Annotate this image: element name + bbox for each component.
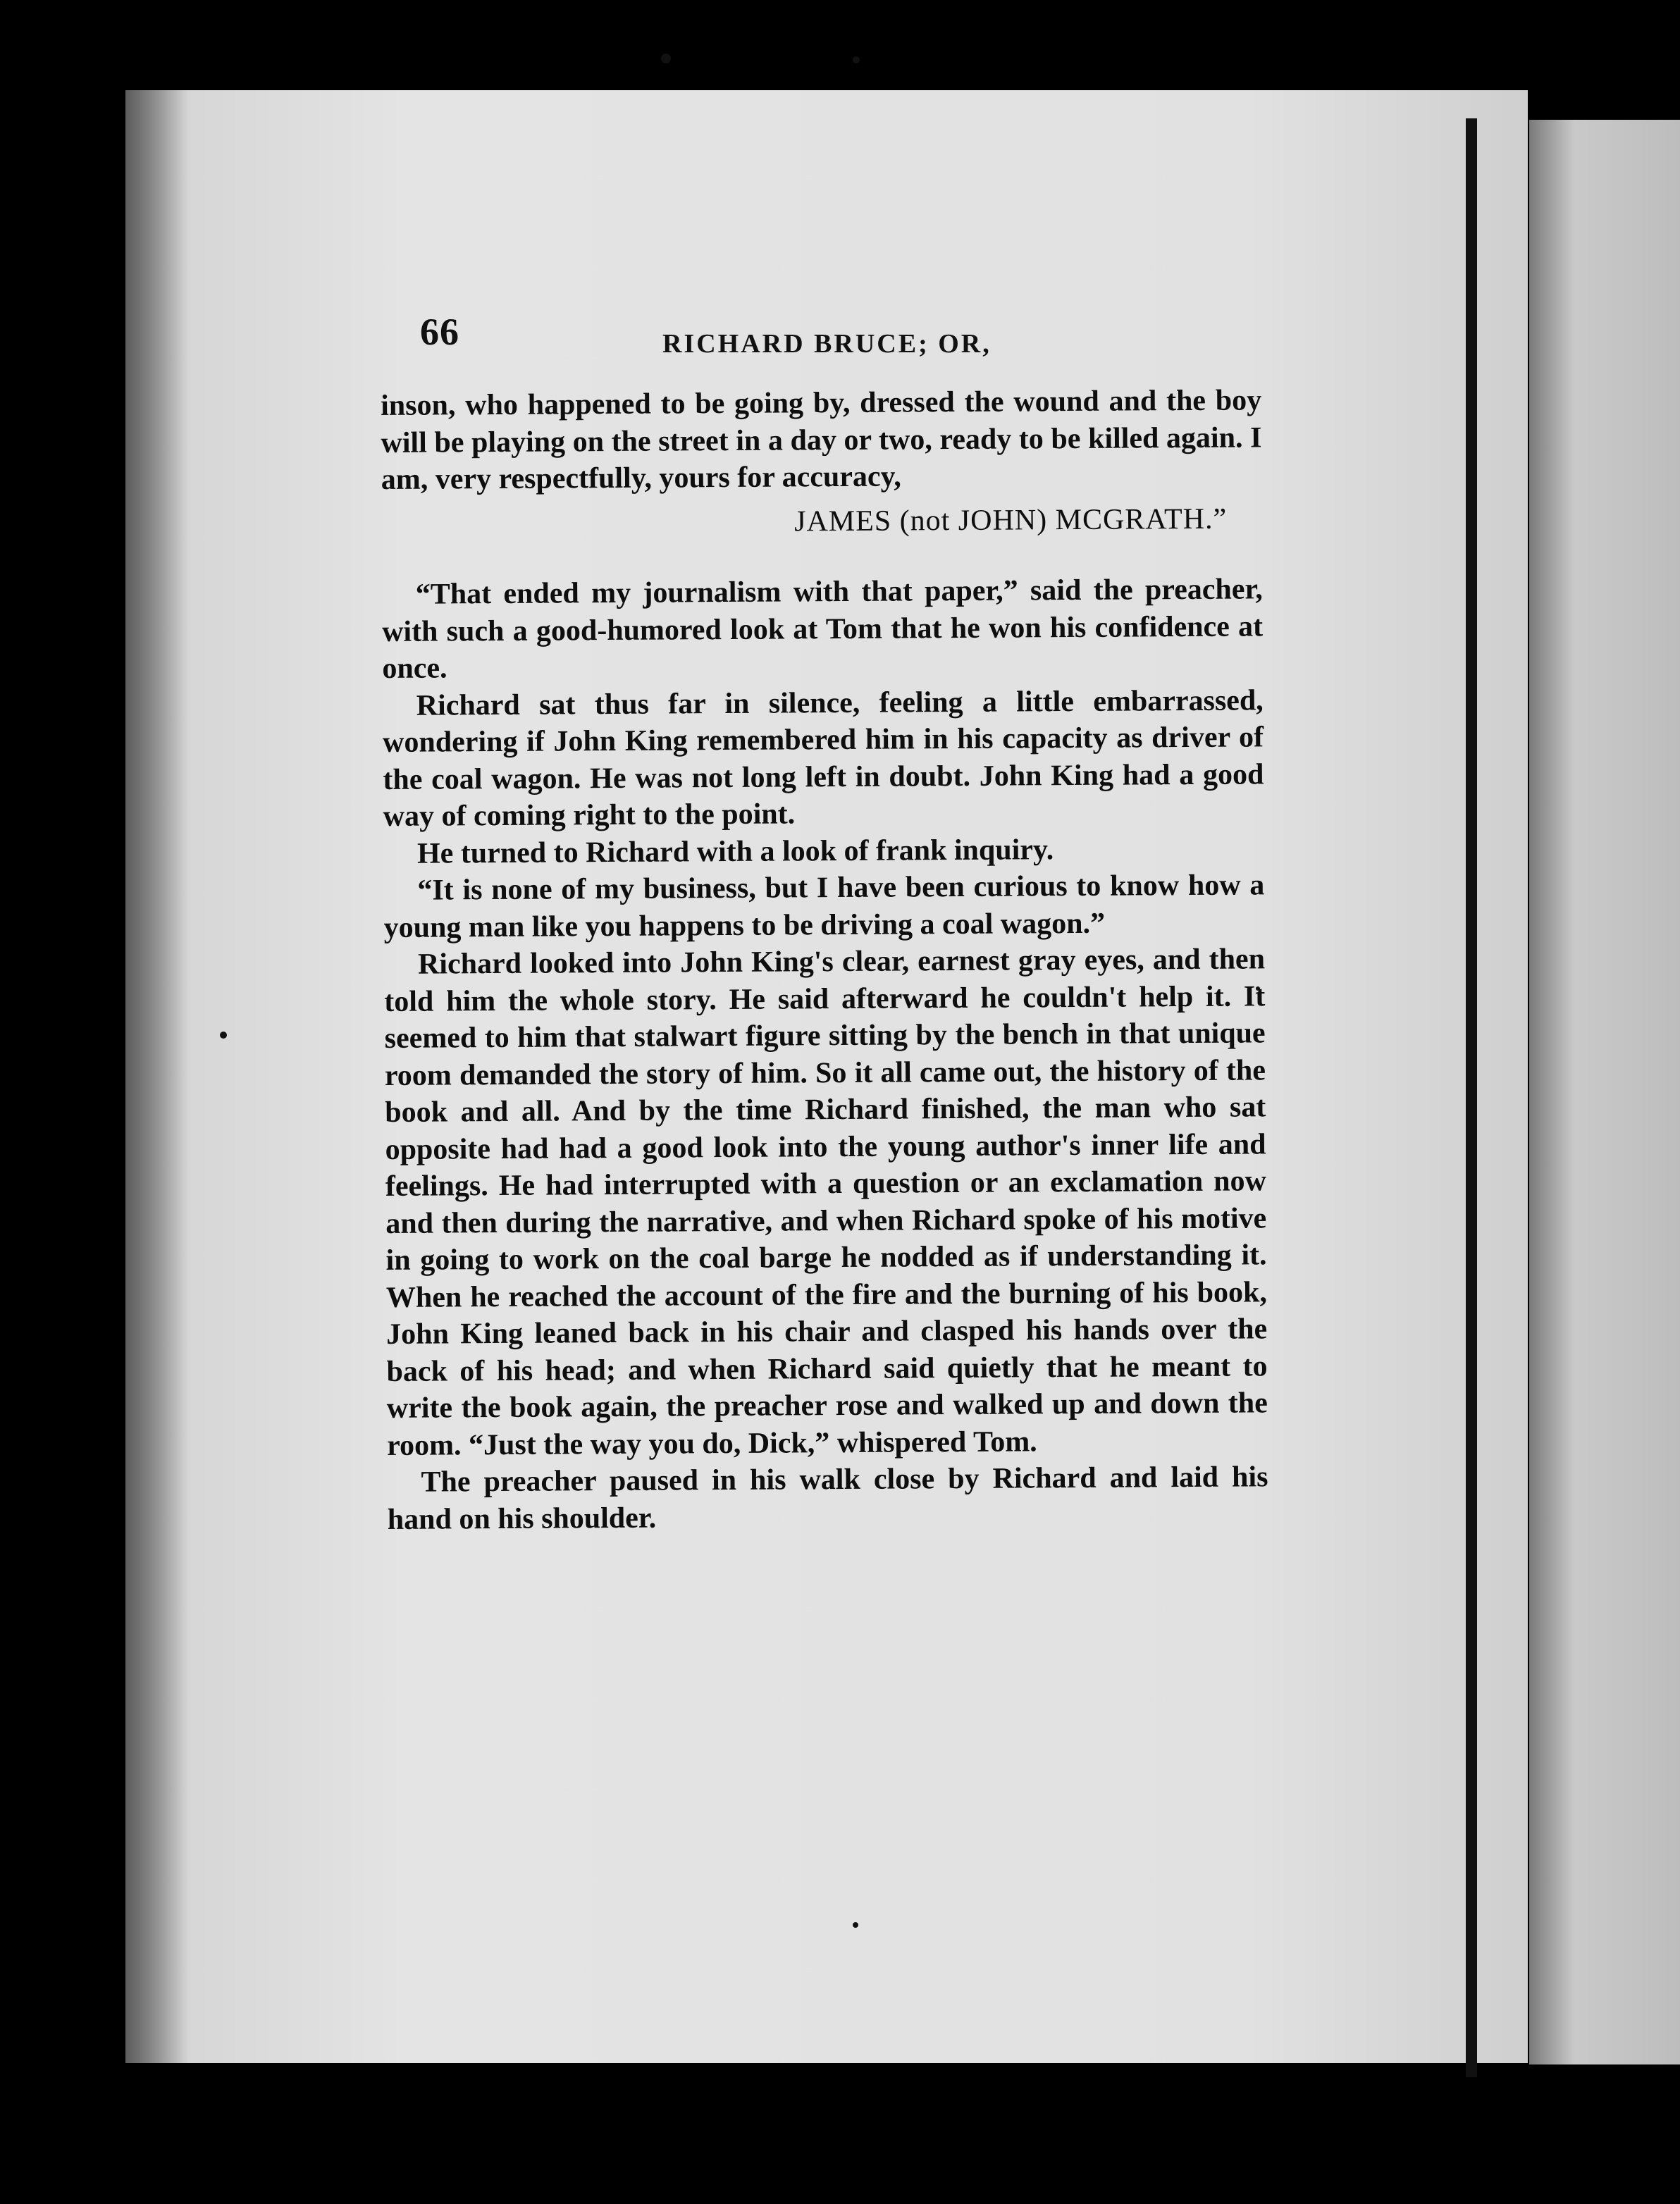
scan-speck: [661, 54, 671, 63]
running-head: RICHARD BRUCE; OR,: [662, 329, 992, 359]
paragraph: The preacher paused in his walk close by Richard and laid his hand on his shoulder.: [387, 1461, 1268, 1536]
scan-speck: [853, 1922, 858, 1928]
scan-speck: [220, 1032, 227, 1039]
page-number: 66: [420, 311, 459, 353]
paragraph: inson, who happened to be going by, dressed the wound and the boy will be playing on the street in a day or two, ready to be killed again. I am, very respectfully, yours for accuracy,: [381, 384, 1262, 496]
body-text: [381, 382, 1268, 1538]
paragraph: “It is none of my business, but I have been curious to know how a young man like you happens to be driving a coal wagon.”: [383, 869, 1265, 944]
page-gutter-line: [1466, 118, 1477, 2077]
scan-speck: [853, 56, 860, 63]
paragraph: He turned to Richard with a look of frank inquiry.: [416, 833, 1054, 870]
paragraph: “That ended my journalism with that paper,” said the preacher, with such a good-humored look at Tom that he won his confidence at once.: [381, 573, 1264, 685]
paragraph: Richard sat thus far in silence, feeling a little embarrassed, wondering if John King remembered him in his capacity as driver of the coal wagon. He was not long left in doubt. John King had a good way of coming right to the point.: [382, 683, 1264, 833]
binding-shadow: [125, 90, 189, 2063]
adjacent-page-edge: [1529, 120, 1680, 2064]
letter-signature: JAMES (not JOHN) MCGRATH.”: [793, 502, 1228, 538]
paragraph: Richard looked into John King's clear, earnest gray eyes, and then told him the whole story. He said afterward he couldn't help it. It seemed to him that stalwart figure sitting by the bench in that unique room demanded the story of him. So it all came out, the history of the book and all. And by the time Richard finished, the man who sat opposite had had a good look into the young author's inner life and feelings. He had interrupted with a question or an exclamation now and then during the narrative, and when Richard spoke of his motive in going to work on the coal barge he nodded as if understanding it. When he reached the account of the fire and the burning of his book, John King leaned back in his chair and clasped his hands over the back of his head; and when Richard said quietly that he meant to write the book again, the preacher rose and walked up and down the room. “Just the way you do, Dick,” whispered Tom.: [384, 943, 1268, 1462]
